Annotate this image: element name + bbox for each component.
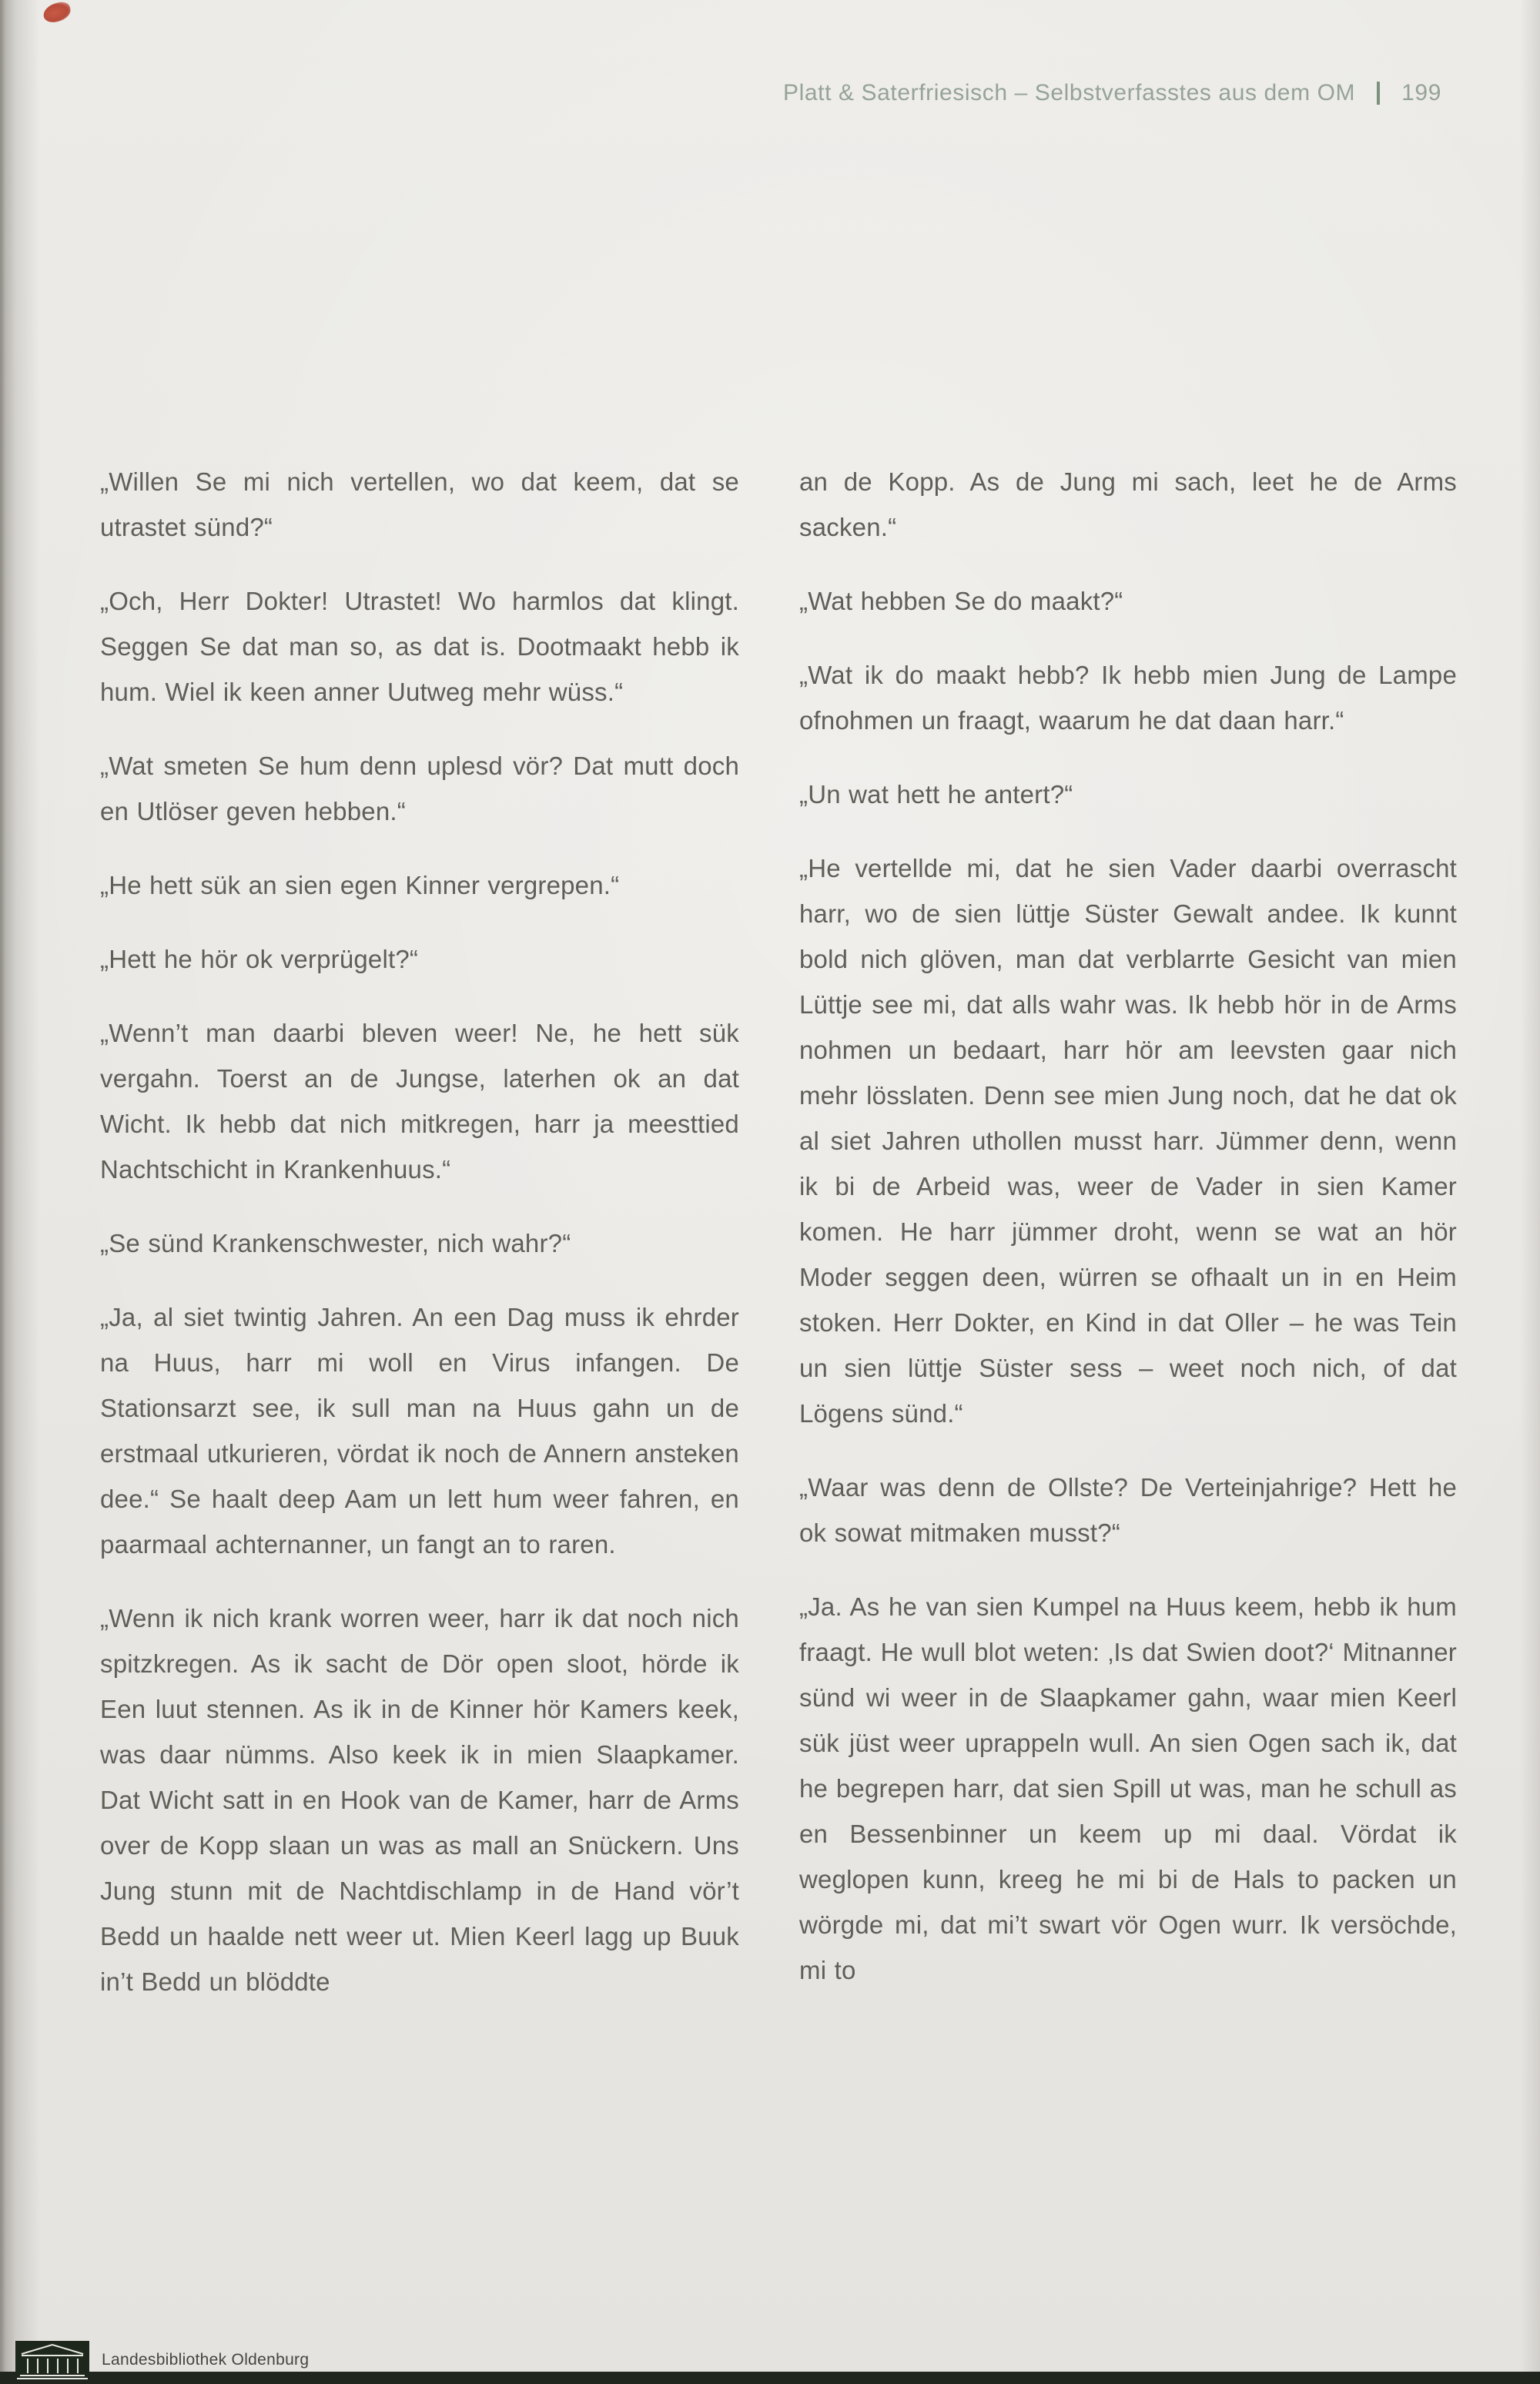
page-number: 199 bbox=[1401, 80, 1441, 105]
paragraph: „Wat smeten Se hum denn uplesd vör? Dat mutt doch en Utlöser geven hebben.“ bbox=[100, 752, 739, 825]
scan-shadow-right bbox=[1520, 0, 1540, 2384]
paragraph: „Se sünd Krankenschwester, nich wahr?“ bbox=[100, 1229, 571, 1257]
text-column-left bbox=[100, 459, 739, 2004]
paragraph: „Och, Herr Dokter! Utrastet! Wo harmlos dat klingt. Seggen Se dat man so, as dat is. Dootmaakt hebb ik hum. Wiel ik keen anner Uutweg mehr wüss.“ bbox=[100, 587, 739, 706]
page-header bbox=[783, 80, 1441, 106]
paragraph: „Wenn’t man daarbi bleven weer! Ne, he hett sük vergahn. Toerst an de Jungse, laterhen ok an dat Wicht. Ik hebb dat nich mitkregen, harr ja meesttied Nachtschicht in Krankenhuus.“ bbox=[100, 1019, 739, 1184]
running-title: Platt & Saterfriesisch – Selbstverfasstes aus dem OM bbox=[782, 80, 1356, 105]
paragraph: „Wenn ik nich krank worren weer, harr ik dat noch nich spitzkregen. As ik sacht de Dör open sloot, hörde ik Een luut stennen. As ik in de Kinner hör Kamers keek, was daar nümms. Also keek ik in mien Slaapkamer. Dat Wicht satt in en Hook van de Kamer, harr de Arms over de Kopp slaan un was as mall an Snückern. Uns Jung stunn mit de Nachtdischlamp in de Hand vör’t Bedd un haalde nett weer ut. Mien Keerl lagg up Buuk in’t Bedd un blöddte bbox=[100, 1604, 739, 1996]
scan-shadow-left bbox=[0, 0, 40, 2384]
paragraph: „Ja, al siet twintig Jahren. An een Dag muss ik ehrder na Huus, harr mi woll en Virus infangen. De Stationsarzt see, ik sull man na Huus gahn un de erstmaal utkurieren, vördat ik noch de Annern ansteken dee.“ Se haalt deep Aam un lett hum weer fahren, en paarmaal achternanner, un fangt an to raren. bbox=[100, 1303, 739, 1559]
paragraph: „He hett sük an sien egen Kinner vergrepen.“ bbox=[100, 871, 620, 899]
paragraph: „Willen Se mi nich vertellen, wo dat keem, dat se utrastet sünd?“ bbox=[100, 467, 739, 541]
footer-bar bbox=[0, 2372, 1540, 2384]
paragraph: „Un wat hett he antert?“ bbox=[799, 780, 1073, 809]
scan-edge-line bbox=[0, 0, 5, 2384]
paragraph: „Hett he hör ok verprügelt?“ bbox=[100, 945, 419, 973]
text-column-right bbox=[799, 459, 1457, 2004]
header-separator-bar bbox=[1377, 82, 1380, 105]
text-body bbox=[100, 459, 1457, 2004]
library-name-text: Landesbibliothek Oldenburg bbox=[102, 2351, 310, 2369]
paragraph: an de Kopp. As de Jung mi sach, leet he de Arms sacken.“ bbox=[799, 467, 1457, 541]
paragraph: „Waar was denn de Ollste? De Verteinjahrige? Hett he ok sowat mitmaken musst?“ bbox=[799, 1473, 1457, 1547]
library-building-icon bbox=[15, 2341, 89, 2381]
paragraph: „Ja. As he van sien Kumpel na Huus keem, hebb ik hum fraagt. He wull blot weten: ‚Is dat Swien doot?‘ Mitnanner sünd wi weer in de Slaapkamer gahn, waar mien Keerl sük jüst weer uprappeln wull. An sien Ogen sach ik, dat he begrepen harr, dat sien Spill ut was, man he schull as en Bessenbinner un keem up mi daal. Vördat ik weglopen kunn, kreeg he mi bi de Hals to packen un wörgde mi, dat mi’t swart vör Ogen wurr. Ik versöchde, mi to bbox=[799, 1592, 1457, 1984]
paragraph: „He vertellde mi, dat he sien Vader daarbi overrascht harr, wo de sien lüttje Süster Gewalt andee. Ik kunnt bold nich glöven, man dat verblarrte Gesicht van mien Lüttje see mi, dat alls wahr was. Ik hebb hör in de Arms nohmen un bedaart, harr hör am leevsten gaar nich mehr lösslaten. Denn see mien Jung noch, dat he dat ok al siet Jahren uthollen musst harr. Jümmer denn, wenn ik bi de Arbeid was, weer de Vader in sien Kamer komen. He harr jümmer droht, wenn se wat an hör Moder seggen deen, würren se ofhaalt un in en Heim stoken. Herr Dokter, en Kind in dat Oller – he was Tein un sien lüttje Süster sess – weet noch nich, of dat Lögens sünd.“ bbox=[799, 854, 1457, 1428]
paragraph: „Wat ik do maakt hebb? Ik hebb mien Jung de Lampe ofnohmen un fraagt, waarum he dat daan harr.“ bbox=[799, 661, 1457, 735]
red-ink-mark bbox=[42, 0, 73, 25]
paragraph: „Wat hebben Se do maakt?“ bbox=[799, 587, 1123, 615]
